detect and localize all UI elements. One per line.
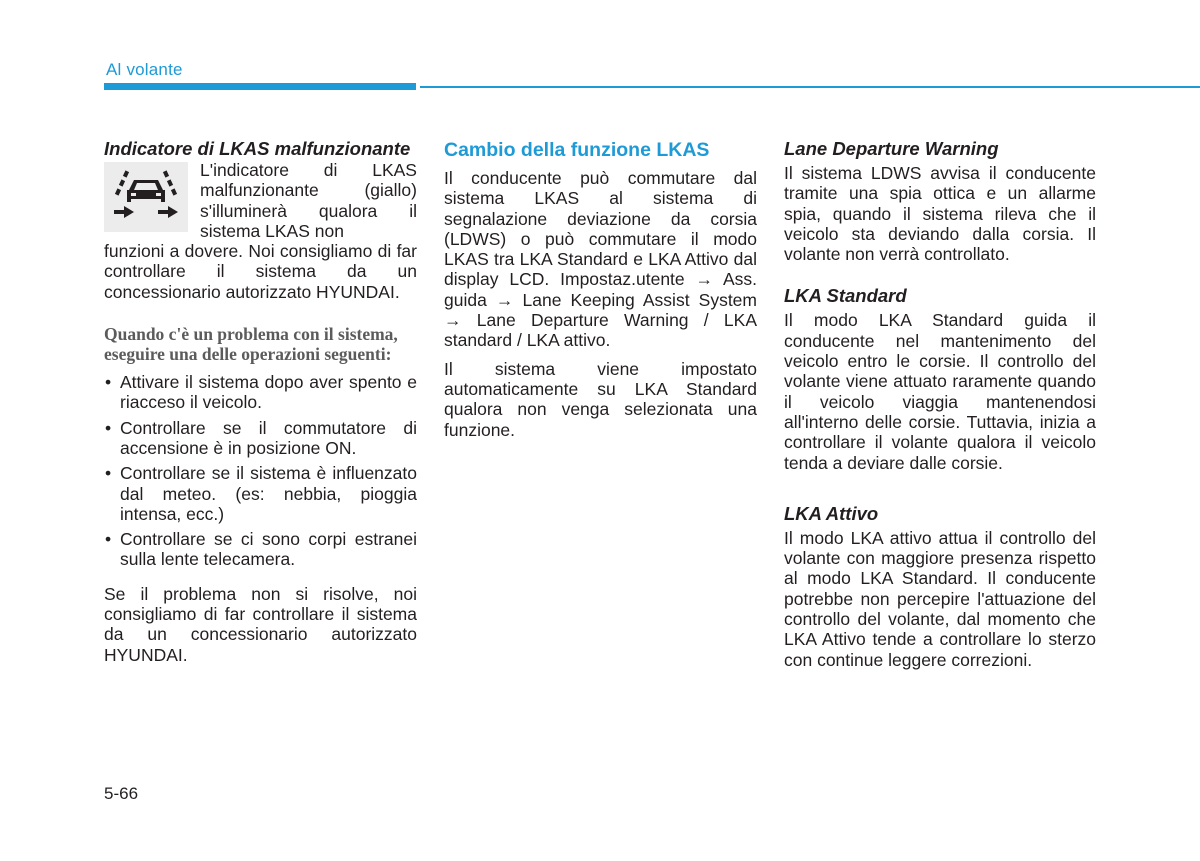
lkas-indicator-description-continued: funzioni a dovere. Noi consigliamo di far controllare il sistema da un concessionario autorizzato HYUNDAI.	[104, 241, 417, 302]
lkas-default-paragraph: Il sistema viene impostato automaticamente su LKA Standard qualora non venga selezionata una funzione.	[444, 358, 757, 440]
lka-attivo-paragraph: Il modo LKA attivo attua il controllo del volante con maggiore presenza rispetto al modo LKA Standard. Il conducente potrebbe non percepire l'attuazione del controllo del volante, dal momento che LKA Attivo tende a controllare lo sterzo con continue leggere correzioni.	[784, 527, 1096, 670]
icon-paragraph	[104, 160, 417, 241]
page-number: 5-66	[104, 784, 139, 803]
problem-note: Quando c'è un problema con il sistema, eseguire una delle operazioni seguenti:	[104, 324, 398, 365]
list-item: • Controllare se il sistema è influenzato dal meteo. (es: nebbia, pioggia intensa, ecc.)	[104, 463, 417, 524]
troubleshooting-list	[104, 372, 417, 570]
column-right	[784, 138, 1096, 670]
lkas-indicator-description: L'indicatore di LKAS malfunzionante (giallo) s'illuminerà qualora il sistema LKAS non	[200, 160, 417, 241]
column-left	[104, 138, 417, 665]
lka-standard-paragraph: Il modo LKA Standard guida il conducente nel mantenimento del veicolo entro le corsie. Il controllo del volante viene attuato raramente quando il veicolo viaggia mantenendosi all'interno delle corsie. Tuttavia, inizia a controllare il volante qualora il veicolo tenda a deviare dalle corsie.	[784, 310, 1096, 473]
section-title-lkas-change: Cambio della funzione LKAS	[444, 139, 710, 161]
closing-paragraph: Se il problema non si risolve, noi consigliamo di far controllare il sistema da un concessionario autorizzato HYUNDAI.	[104, 583, 417, 665]
subhead-lkas-malfunction: Indicatore di LKAS malfunzionante	[104, 138, 411, 159]
column-middle	[444, 138, 757, 440]
header-title: Al volante	[106, 60, 183, 79]
subhead-lane-departure-warning: Lane Departure Warning	[784, 138, 999, 159]
list-item: • Attivare il sistema dopo aver spento e riacceso il veicolo.	[104, 372, 417, 413]
subhead-lka-standard: LKA Standard	[784, 285, 907, 307]
header-rule-thin	[420, 86, 1200, 88]
ldw-paragraph: Il sistema LDWS avvisa il conducente tramite una spia ottica e un allarme spia, quando il sistema rileva che il veicolo sta deviando dalla corsia. Il volante non verrà controllato.	[784, 163, 1096, 265]
subhead-lka-attivo: LKA Attivo	[784, 502, 879, 524]
header-rule-thick	[104, 83, 416, 90]
list-item: • Controllare se ci sono corpi estranei sulla lente telecamera.	[104, 529, 417, 570]
lkas-malfunction-indicator-icon	[104, 162, 188, 232]
list-item: • Controllare se il commutatore di accensione è in posizione ON.	[104, 418, 417, 459]
lkas-change-paragraph: Il conducente può commutare dal sistema LKAS al sistema di segnalazione deviazione da corsia (LDWS) o può commutare il modo LKAS tra LKA Standard e LKA Attivo dal display LCD. Impostaz.utente → Ass. guida → Lane Keeping Assist System → Lane Departure Warning / LKA standard / LKA attivo.	[444, 168, 757, 351]
